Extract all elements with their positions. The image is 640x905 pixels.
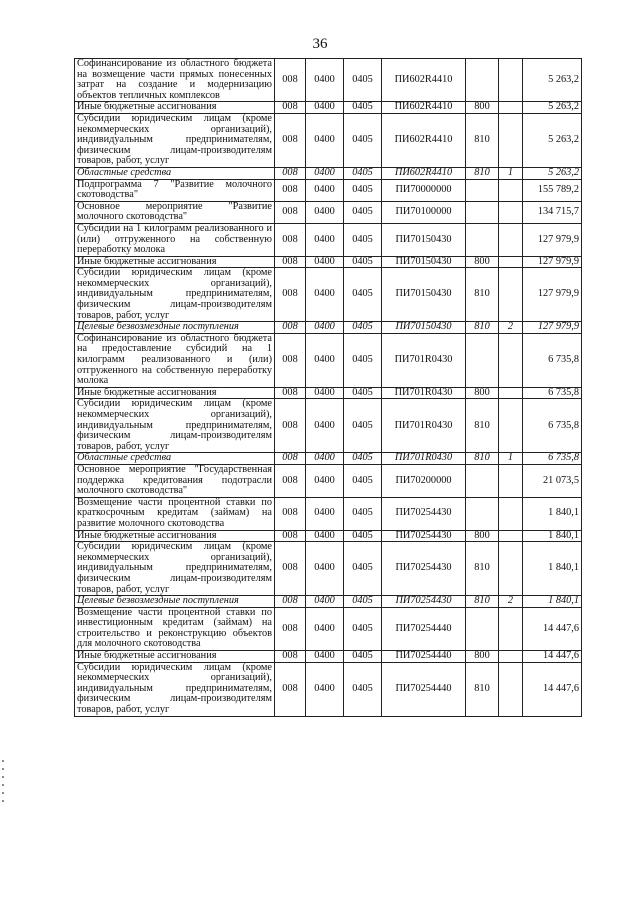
table-row <box>75 256 582 268</box>
target-article-cell: ПИ70000000 <box>382 179 466 201</box>
subsection-code-cell: 0405 <box>344 399 382 453</box>
section-code-cell: 0400 <box>306 542 344 596</box>
funding-source-cell <box>499 542 523 596</box>
funding-source-cell <box>499 223 523 256</box>
row-name-cell: Субсидии юридическим лицам (кроме некоммерческих организаций), индивидуальным предпринимателям, физическим лицам-производителям товаров, работ, услуг <box>75 662 275 716</box>
ministry-code-cell: 008 <box>275 167 306 179</box>
row-name-cell: Целевые безвозмездные поступления <box>75 596 275 608</box>
expense-type-cell <box>466 333 499 387</box>
funding-source-cell <box>499 497 523 530</box>
subsection-code-cell: 0405 <box>344 113 382 167</box>
target-article-cell: ПИ602R4410 <box>382 167 466 179</box>
target-article-cell: ПИ602R4410 <box>382 113 466 167</box>
table-row <box>75 497 582 530</box>
table-row <box>75 607 582 650</box>
amount-cell: 6 735,8 <box>523 453 582 465</box>
target-article-cell: ПИ701R0430 <box>382 399 466 453</box>
ministry-code-cell: 008 <box>275 59 306 102</box>
ministry-code-cell: 008 <box>275 223 306 256</box>
section-code-cell: 0400 <box>306 387 344 399</box>
section-code-cell: 0400 <box>306 607 344 650</box>
row-name-cell: Софинансирование из областного бюджета на возмещение части прямых понесенных затрат на создание и модернизацию объектов тепличных комплексов <box>75 59 275 102</box>
subsection-code-cell: 0405 <box>344 530 382 542</box>
row-name-cell: Возмещение части процентной ставки по краткосрочным кредитам (займам) на развитие молочного скотоводства <box>75 497 275 530</box>
row-name-cell: Областные средства <box>75 453 275 465</box>
target-article-cell: ПИ70150430 <box>382 256 466 268</box>
ministry-code-cell: 008 <box>275 453 306 465</box>
funding-source-cell <box>499 530 523 542</box>
expense-type-cell: 810 <box>466 167 499 179</box>
expense-type-cell: 810 <box>466 399 499 453</box>
expense-type-cell: 810 <box>466 542 499 596</box>
expense-type-cell: 800 <box>466 256 499 268</box>
row-name-cell: Субсидии юридическим лицам (кроме некоммерческих организаций), индивидуальным предпринимателям, физическим лицам-производителям товаров, работ, услуг <box>75 399 275 453</box>
amount-cell: 127 979,9 <box>523 256 582 268</box>
target-article-cell: ПИ602R4410 <box>382 102 466 114</box>
section-code-cell: 0400 <box>306 596 344 608</box>
expense-type-cell: 810 <box>466 662 499 716</box>
section-code-cell: 0400 <box>306 223 344 256</box>
subsection-code-cell: 0405 <box>344 497 382 530</box>
section-code-cell: 0400 <box>306 497 344 530</box>
ministry-code-cell: 008 <box>275 464 306 497</box>
amount-cell: 5 263,2 <box>523 113 582 167</box>
table-row <box>75 201 582 223</box>
target-article-cell: ПИ70100000 <box>382 201 466 223</box>
target-article-cell: ПИ70254430 <box>382 530 466 542</box>
row-name-cell: Иные бюджетные ассигнования <box>75 387 275 399</box>
amount-cell: 155 789,2 <box>523 179 582 201</box>
subsection-code-cell: 0405 <box>344 102 382 114</box>
target-article-cell: ПИ701R0430 <box>382 333 466 387</box>
target-article-cell: ПИ70254430 <box>382 596 466 608</box>
funding-source-cell <box>499 464 523 497</box>
expense-type-cell <box>466 201 499 223</box>
section-code-cell: 0400 <box>306 662 344 716</box>
target-article-cell: ПИ70150430 <box>382 322 466 334</box>
funding-source-cell <box>499 651 523 663</box>
section-code-cell: 0400 <box>306 453 344 465</box>
subsection-code-cell: 0405 <box>344 662 382 716</box>
amount-cell: 14 447,6 <box>523 662 582 716</box>
table-row <box>75 464 582 497</box>
table-row <box>75 268 582 322</box>
target-article-cell: ПИ701R0430 <box>382 453 466 465</box>
row-name-cell: Иные бюджетные ассигнования <box>75 256 275 268</box>
subsection-code-cell: 0405 <box>344 201 382 223</box>
expense-type-cell <box>466 179 499 201</box>
expense-type-cell: 810 <box>466 113 499 167</box>
row-name-cell: Субсидии юридическим лицам (кроме некоммерческих организаций), индивидуальным предпринимателям, физическим лицам-производителям товаров, работ, услуг <box>75 268 275 322</box>
row-name-cell: Иные бюджетные ассигнования <box>75 102 275 114</box>
amount-cell: 127 979,9 <box>523 268 582 322</box>
expense-type-cell <box>466 497 499 530</box>
subsection-code-cell: 0405 <box>344 464 382 497</box>
table-row <box>75 453 582 465</box>
amount-cell: 134 715,7 <box>523 201 582 223</box>
amount-cell: 14 447,6 <box>523 607 582 650</box>
budget-table <box>74 58 582 717</box>
funding-source-cell <box>499 179 523 201</box>
expense-type-cell <box>466 223 499 256</box>
page-number: 36 <box>312 36 328 52</box>
ministry-code-cell: 008 <box>275 530 306 542</box>
row-name-cell: Иные бюджетные ассигнования <box>75 651 275 663</box>
subsection-code-cell: 0405 <box>344 322 382 334</box>
subsection-code-cell: 0405 <box>344 542 382 596</box>
ministry-code-cell: 008 <box>275 596 306 608</box>
amount-cell: 1 840,1 <box>523 596 582 608</box>
table-row <box>75 530 582 542</box>
funding-source-cell <box>499 399 523 453</box>
expense-type-cell: 810 <box>466 268 499 322</box>
amount-cell: 5 263,2 <box>523 59 582 102</box>
section-code-cell: 0400 <box>306 399 344 453</box>
funding-source-cell: 1 <box>499 453 523 465</box>
section-code-cell: 0400 <box>306 333 344 387</box>
funding-source-cell <box>499 662 523 716</box>
section-code-cell: 0400 <box>306 201 344 223</box>
table-row <box>75 102 582 114</box>
subsection-code-cell: 0405 <box>344 333 382 387</box>
funding-source-cell <box>499 113 523 167</box>
target-article-cell: ПИ70254440 <box>382 651 466 663</box>
target-article-cell: ПИ70254440 <box>382 607 466 650</box>
ministry-code-cell: 008 <box>275 387 306 399</box>
table-row <box>75 651 582 663</box>
section-code-cell: 0400 <box>306 530 344 542</box>
ministry-code-cell: 008 <box>275 256 306 268</box>
row-name-cell: Основное мероприятие "Государственная поддержка кредитования подотрасли молочного скотоводства" <box>75 464 275 497</box>
row-name-cell: Субсидии юридическим лицам (кроме некоммерческих организаций), индивидуальным предпринимателям, физическим лицам-производителям товаров, работ, услуг <box>75 113 275 167</box>
funding-source-cell <box>499 607 523 650</box>
funding-source-cell <box>499 256 523 268</box>
subsection-code-cell: 0405 <box>344 256 382 268</box>
subsection-code-cell: 0405 <box>344 223 382 256</box>
ministry-code-cell: 008 <box>275 607 306 650</box>
amount-cell: 6 735,8 <box>523 387 582 399</box>
target-article-cell: ПИ70254430 <box>382 542 466 596</box>
ministry-code-cell: 008 <box>275 333 306 387</box>
subsection-code-cell: 0405 <box>344 268 382 322</box>
subsection-code-cell: 0405 <box>344 607 382 650</box>
funding-source-cell <box>499 333 523 387</box>
row-name-cell: Целевые безвозмездные поступления <box>75 322 275 334</box>
subsection-code-cell: 0405 <box>344 596 382 608</box>
target-article-cell: ПИ70254440 <box>382 662 466 716</box>
row-name-cell: Областные средства <box>75 167 275 179</box>
row-name-cell: Субсидии на 1 килограмм реализованного и (или) отгруженного на собственную переработку молока <box>75 223 275 256</box>
table-row <box>75 223 582 256</box>
section-code-cell: 0400 <box>306 651 344 663</box>
target-article-cell: ПИ70200000 <box>382 464 466 497</box>
table-row <box>75 333 582 387</box>
ministry-code-cell: 008 <box>275 179 306 201</box>
ministry-code-cell: 008 <box>275 102 306 114</box>
subsection-code-cell: 0405 <box>344 651 382 663</box>
table-row <box>75 322 582 334</box>
subsection-code-cell: 0405 <box>344 387 382 399</box>
expense-type-cell: 810 <box>466 322 499 334</box>
target-article-cell: ПИ701R0430 <box>382 387 466 399</box>
section-code-cell: 0400 <box>306 102 344 114</box>
table-row <box>75 59 582 102</box>
funding-source-cell: 2 <box>499 596 523 608</box>
table-row <box>75 387 582 399</box>
expense-type-cell <box>466 59 499 102</box>
row-name-cell: Подпрограмма 7 "Развитие молочного скотоводства" <box>75 179 275 201</box>
funding-source-cell: 1 <box>499 167 523 179</box>
expense-type-cell <box>466 464 499 497</box>
ministry-code-cell: 008 <box>275 268 306 322</box>
amount-cell: 5 263,2 <box>523 102 582 114</box>
ministry-code-cell: 008 <box>275 651 306 663</box>
row-name-cell: Возмещение части процентной ставки по инвестиционным кредитам (займам) на строительство и реконструкцию объектов для молочного скотоводства <box>75 607 275 650</box>
section-code-cell: 0400 <box>306 179 344 201</box>
subsection-code-cell: 0405 <box>344 453 382 465</box>
subsection-code-cell: 0405 <box>344 59 382 102</box>
budget-table-body <box>75 59 582 717</box>
section-code-cell: 0400 <box>306 322 344 334</box>
subsection-code-cell: 0405 <box>344 167 382 179</box>
scan-margin-marks <box>2 760 6 808</box>
ministry-code-cell: 008 <box>275 201 306 223</box>
row-name-cell: Субсидии юридическим лицам (кроме некоммерческих организаций), индивидуальным предпринимателям, физическим лицам-производителям товаров, работ, услуг <box>75 542 275 596</box>
row-name-cell: Иные бюджетные ассигнования <box>75 530 275 542</box>
table-row <box>75 113 582 167</box>
section-code-cell: 0400 <box>306 256 344 268</box>
target-article-cell: ПИ70254430 <box>382 497 466 530</box>
expense-type-cell: 810 <box>466 453 499 465</box>
funding-source-cell <box>499 268 523 322</box>
amount-cell: 1 840,1 <box>523 497 582 530</box>
funding-source-cell: 2 <box>499 322 523 334</box>
funding-source-cell <box>499 102 523 114</box>
target-article-cell: ПИ602R4410 <box>382 59 466 102</box>
funding-source-cell <box>499 59 523 102</box>
target-article-cell: ПИ70150430 <box>382 223 466 256</box>
amount-cell: 1 840,1 <box>523 542 582 596</box>
target-article-cell: ПИ70150430 <box>382 268 466 322</box>
funding-source-cell <box>499 201 523 223</box>
amount-cell: 6 735,8 <box>523 333 582 387</box>
section-code-cell: 0400 <box>306 59 344 102</box>
table-row <box>75 179 582 201</box>
section-code-cell: 0400 <box>306 167 344 179</box>
ministry-code-cell: 008 <box>275 113 306 167</box>
expense-type-cell: 800 <box>466 651 499 663</box>
table-row <box>75 167 582 179</box>
amount-cell: 6 735,8 <box>523 399 582 453</box>
expense-type-cell: 810 <box>466 596 499 608</box>
ministry-code-cell: 008 <box>275 497 306 530</box>
expense-type-cell: 800 <box>466 102 499 114</box>
amount-cell: 14 447,6 <box>523 651 582 663</box>
ministry-code-cell: 008 <box>275 662 306 716</box>
amount-cell: 127 979,9 <box>523 223 582 256</box>
row-name-cell: Основное мероприятие "Развитие молочного скотоводства" <box>75 201 275 223</box>
section-code-cell: 0400 <box>306 113 344 167</box>
expense-type-cell: 800 <box>466 530 499 542</box>
expense-type-cell: 800 <box>466 387 499 399</box>
row-name-cell: Софинансирование из областного бюджета на предоставление субсидий на 1 килограмм реализованного и (или) отгруженного на собственную переработку молока <box>75 333 275 387</box>
amount-cell: 1 840,1 <box>523 530 582 542</box>
ministry-code-cell: 008 <box>275 399 306 453</box>
table-row <box>75 596 582 608</box>
section-code-cell: 0400 <box>306 268 344 322</box>
ministry-code-cell: 008 <box>275 322 306 334</box>
amount-cell: 21 073,5 <box>523 464 582 497</box>
subsection-code-cell: 0405 <box>344 179 382 201</box>
expense-type-cell <box>466 607 499 650</box>
table-row <box>75 662 582 716</box>
section-code-cell: 0400 <box>306 464 344 497</box>
ministry-code-cell: 008 <box>275 542 306 596</box>
table-row <box>75 542 582 596</box>
table-row <box>75 399 582 453</box>
amount-cell: 5 263,2 <box>523 167 582 179</box>
funding-source-cell <box>499 387 523 399</box>
amount-cell: 127 979,9 <box>523 322 582 334</box>
